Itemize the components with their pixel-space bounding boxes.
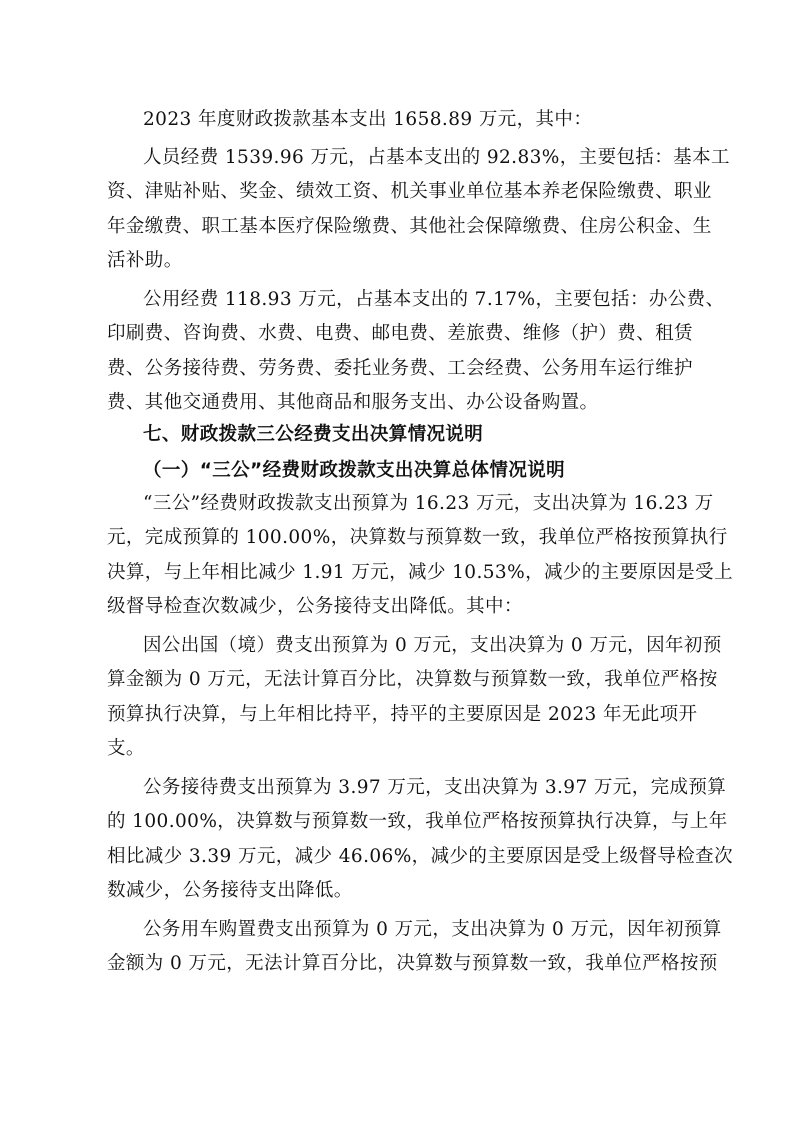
text-line: 活补助。 xyxy=(107,250,183,271)
text-line: 2023 年度财政拨款基本支出 1658.89 万元，其中： xyxy=(143,109,593,130)
text-line: 级督导检查次数减少，公务接待支出降低。其中： xyxy=(107,596,523,617)
text-line: 公务接待费支出预算为 3.97 万元，支出决算为 3.97 万元，完成预算 xyxy=(143,777,727,798)
text-line: 金额为 0 万元，无法计算百分比，决算数与预算数一致，我单位严格按预 xyxy=(107,953,718,974)
section-heading: 七、财政拨款三公经费支出决算情况说明 xyxy=(143,424,484,445)
text-line: 公务用车购置费支出预算为 0 万元，支出决算为 0 万元，因年初预算 xyxy=(143,919,722,940)
text-line: 预算执行决算，与上年相比持平，持平的主要原因是 2023 年无此项开 xyxy=(107,704,698,725)
text-line: 数减少，公务接待支出降低。 xyxy=(107,880,353,901)
text-line: 因公出国（境）费支出预算为 0 万元，支出决算为 0 万元，因年初预 xyxy=(143,635,722,656)
text-line: 算金额为 0 万元，无法计算百分比，决算数与预算数一致，我单位严格按 xyxy=(107,669,718,690)
text-line: 人员经费 1539.96 万元，占基本支出的 92.83%，主要包括：基本工 xyxy=(143,147,730,168)
text-line: 资、津贴补贴、奖金、绩效工资、机关事业单位基本养老保险缴费、职业 xyxy=(107,181,712,202)
text-line: 印刷费、咨询费、水费、电费、邮电费、差旅费、维修（护）费、租赁 xyxy=(107,323,693,344)
text-line: 年金缴费、职工基本医疗保险缴费、其他社会保障缴费、住房公积金、生 xyxy=(107,216,712,237)
text-line: 元，完成预算的 100.00%，决算数与预算数一致，我单位严格按预算执行 xyxy=(107,527,728,548)
text-line: “三公”经费财政拨款支出预算为 16.23 万元，支出决算为 16.23 万 xyxy=(143,493,714,514)
text-line: 相比减少 3.39 万元，减少 46.06%，减少的主要原因是受上级督导检查次 xyxy=(107,846,733,867)
text-line: 公用经费 118.93 万元，占基本支出的 7.17%，主要包括：办公费、 xyxy=(143,289,725,310)
text-line: 决算，与上年相比减少 1.91 万元，减少 10.53%，减少的主要原因是受上 xyxy=(107,562,733,583)
text-line: 的 100.00%，决算数与预算数一致，我单位严格按预算执行决算，与上年 xyxy=(107,811,728,832)
text-line: 费、其他交通费用、其他商品和服务支出、办公设备购置。 xyxy=(107,392,599,413)
text-line: 支。 xyxy=(107,738,145,759)
text-line: 费、公务接待费、劳务费、委托业务费、工会经费、公务用车运行维护 xyxy=(107,358,693,379)
subsection-heading: （一）“三公”经费财政拨款支出决算总体情况说明 xyxy=(143,460,566,481)
